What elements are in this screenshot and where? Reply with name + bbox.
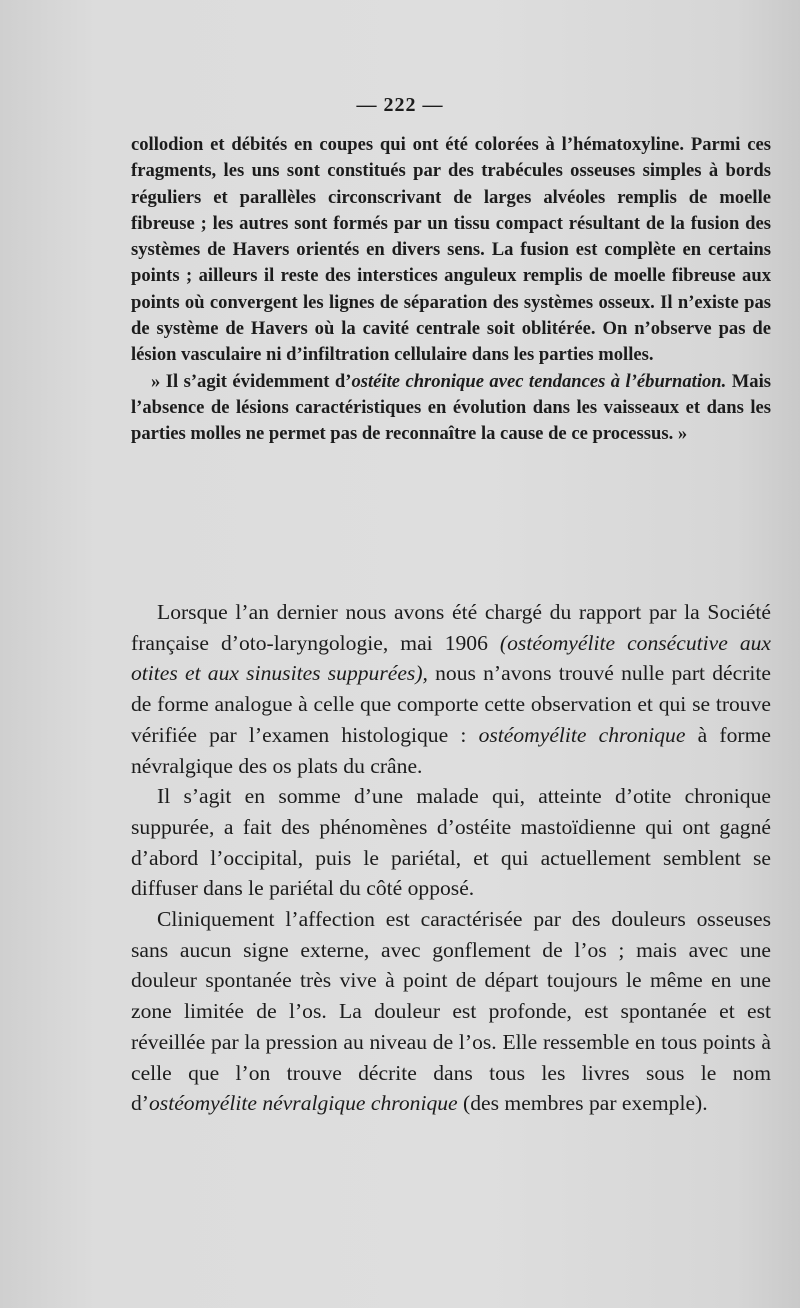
main-paragraph-3 [131,904,771,1119]
main-p1-end: à forme névralgique des os plats du crâne. [131,722,771,778]
quote-p2-end: Mais l’absence de lésions caractéristiques en évolution dans les vaisseaux et dans les parties molles ne permet pas de reconnaître la cause de ce processus. » [131,370,771,445]
main-p3-end: (des membres par exemple). [457,1091,708,1116]
main-text [131,597,771,1119]
main-p1-italic-2: ostéomyélite chronique [478,722,686,747]
quote-p2-start: » Il s’agit évidemment d’ [151,370,352,392]
quote-p2-italic: ostéite chronique avec tendances à l’éburnation. [351,370,727,392]
quote-paragraph-1: collodion et débités en coupes qui ont été colorées à l’hématoxyline. Parmi ces fragments, les uns sont constitués par des trabécules osseuses simples à bords réguliers et parallèles circonscrivant de larges alvéoles remplis de moelle fibreuse ; les autres sont formés par un tissu compact résultant de la fusion des systèmes de Havers orientés en divers sens. La fusion est complète en certains points ; ailleurs il reste des interstices anguleux remplis de moelle fibreuse aux points où convergent les lignes de séparation des systèmes osseux. Il n’existe pas de système de Havers où la cavité centrale soit oblitérée. On n’observe pas de lésion vasculaire ni d’infiltration cellulaire dans les parties molles. [131,134,771,366]
main-p3-italic: ostéomyélite névralgique chronique [149,1091,458,1116]
quoted-report [131,132,771,448]
main-p3-start: Cliniquement l’affection est caractérisée par des douleurs osseuses sans aucun signe externe, avec gonflement de l’os ; mais avec une douleur spontanée très vive à point de départ toujours le même en une zone limitée de l’os. La douleur est profonde, est spontanée et est réveillée par la pression au niveau de l’os. Elle ressemble en tous points à celle que l’on trouve décrite dans tous les livres sous le nom d’ [131,907,771,1116]
main-paragraph-1 [131,597,771,781]
main-p1-mid: nous n’avons trouvé nulle part décrite de forme analogue à celle que comporte cette observation et qui se trouve vérifiée par l’examen histologique : [131,661,771,747]
main-p1-italic-1: (ostéomyélite consécutive aux otites et aux sinusites suppurées), [131,630,771,686]
page-number: — 222 — [356,94,444,116]
main-p1-start: Lorsque l’an dernier nous avons été chargé du rapport par la Société française d’oto-laryngologie, mai 1906 [131,600,771,655]
quote-paragraph-2 [131,369,771,448]
main-paragraph-2: Il s’agit en somme d’une malade qui, atteinte d’otite chronique suppurée, a fait des phénomènes d’ostéite mastoïdienne qui ont gagné d’abord l’occipital, puis le pariétal, et qui actuellement semblent se diffuser dans le pariétal du côté opposé. [131,784,771,901]
